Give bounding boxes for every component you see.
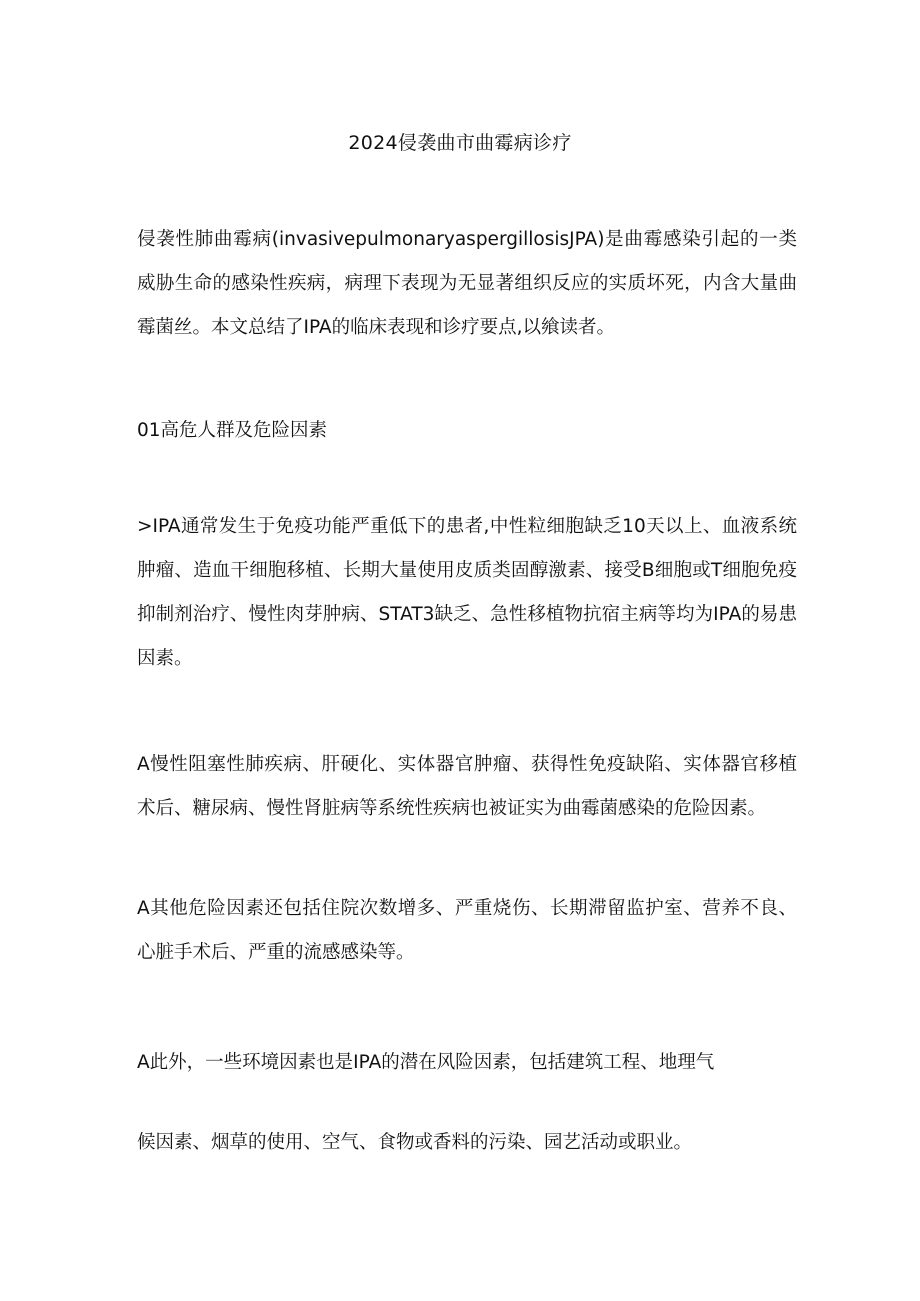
risk-factor-paragraph-systemic-diseases: A慢性阻塞性肺疾病、肝硬化、实体器官肿瘤、获得性免疫缺陷、实体器官移植术后、糖尿病、慢性肾脏病等系统性疾病也被证实为曲霉菌感染的危险因素。 (137, 754, 797, 819)
risk-factor-paragraph-environment-line1: A此外，一些环境因素也是IPA的潜在风险因素，包括建筑工程、地理气 (137, 1052, 715, 1073)
document-title: 2024侵袭曲市曲霉病诊疗 (348, 132, 572, 154)
intro-paragraph: 侵袭性肺曲霉病(invasivepulmonaryaspergillosisJPA)是曲霉感染引起的一类威胁生命的感染性疾病，病理下表现为无显著组织反应的实质坏死，内含大量曲霉菌丝。本文总结了IPA的临床表现和诊疗要点,以飨读者。 (137, 229, 797, 338)
risk-factor-paragraph-environment-line2: 候因素、烟草的使用、空气、食物或香料的污染、园艺活动或职业。 (137, 1132, 693, 1153)
risk-factor-paragraph-other: A其他危险因素还包括住院次数增多、严重烧伤、长期滞留监护室、营养不良、心脏手术后、严重的流感感染等。 (137, 898, 797, 963)
section-heading-risk-factors: 01高危人群及危险因素 (137, 420, 328, 441)
risk-factor-paragraph-immunosuppression: >IPA通常发生于免疫功能严重低下的患者,中性粒细胞缺乏10天以上、血液系统肿瘤、造血干细胞移植、长期大量使用皮质类固醇激素、接受B细胞或T细胞免疫抑制剂治疗、慢性肉芽肿病、STAT3缺乏、急性移植物抗宿主病等均为IPA的易患因素。 (137, 516, 797, 669)
